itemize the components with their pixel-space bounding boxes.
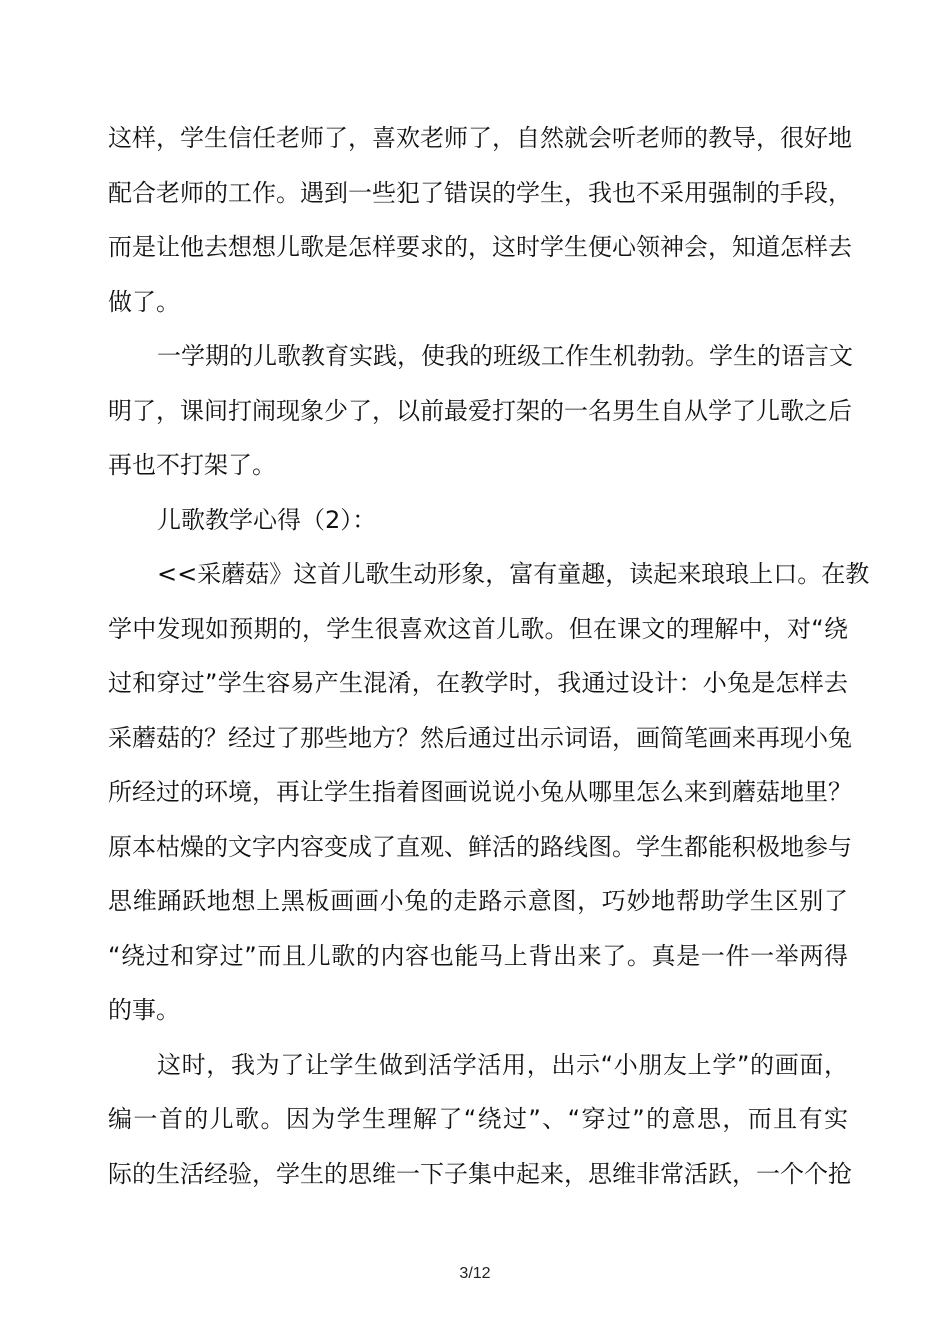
text-line: 这时，我为了让学生做到活学活用，出示“小朋友上学”的画面，: [157, 1051, 848, 1079]
text-line: 一学期的儿歌教育实践，使我的班级工作生机勃勃。学生的语言文: [157, 342, 853, 370]
text-line: 编一首的儿歌。因为学生理解了“绕过”、“穿过”的意思，而且有实: [108, 1105, 848, 1133]
text-line: 采蘑菇的？经过了那些地方？然后通过出示词语，画简笔画来再现小兔: [108, 724, 852, 752]
text-line: <<采蘑菇》这首儿歌生动形象，富有童趣，读起来琅琅上口。在教: [157, 560, 870, 588]
text-line: 的事。: [108, 996, 180, 1024]
page-number: 3/12: [459, 1265, 491, 1282]
text-line: 际的生活经验，学生的思维一下子集中起来，思维非常活跃，一个个抢: [108, 1160, 852, 1188]
text-line: 这样，学生信任老师了，喜欢老师了，自然就会听老师的教导，很好地: [108, 124, 852, 152]
text-line: 明了，课间打闹现象少了，以前最爱打架的一名男生自从学了儿歌之后: [108, 397, 852, 425]
section-heading: 儿歌教学心得（2）：: [157, 506, 377, 534]
text-line: 原本枯燥的文字内容变成了直观、鲜活的路线图。学生都能积极地参与: [108, 833, 852, 861]
text-line: 而是让他去想想儿歌是怎样要求的，这时学生便心领神会，知道怎样去: [108, 233, 852, 261]
text-line: 做了。: [108, 288, 180, 316]
text-line: 再也不打架了。: [108, 451, 276, 479]
text-line: 学中发现如预期的，学生很喜欢这首儿歌。但在课文的理解中，对“绕: [108, 615, 848, 643]
text-line: 思维踊跃地想上黑板画画小兔的走路示意图，巧妙地帮助学生区别了: [108, 887, 848, 915]
text-line: 所经过的环境，再让学生指着图画说说小兔从哪里怎么来到蘑菇地里？: [108, 778, 852, 806]
text-line: 过和穿过”学生容易产生混淆，在教学时，我通过设计：小兔是怎样去: [108, 669, 848, 697]
text-line: “绕过和穿过”而且儿歌的内容也能马上背出来了。真是一件一举两得: [108, 942, 848, 970]
text-line: 配合老师的工作。遇到一些犯了错误的学生，我也不采用强制的手段，: [108, 179, 852, 207]
